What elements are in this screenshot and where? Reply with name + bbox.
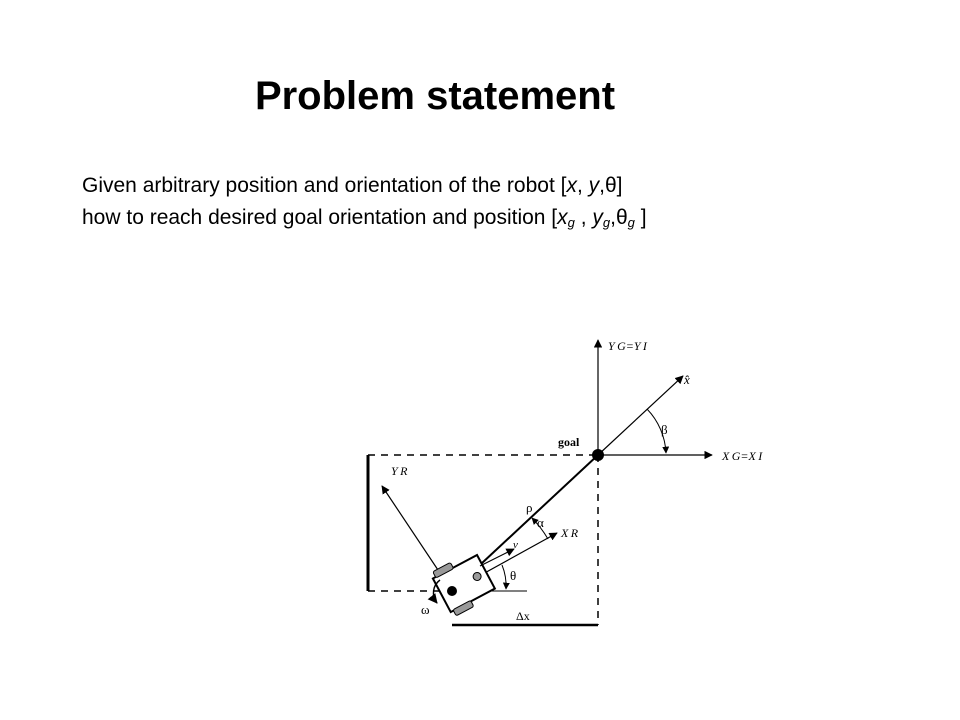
xr-label: X R [561, 526, 579, 540]
yr-label: Y R [391, 464, 408, 478]
velocity-arrow [480, 549, 514, 566]
delta-x-label: Δx [516, 609, 530, 623]
robot [430, 550, 498, 618]
x-hat-axis [598, 376, 683, 455]
alpha-label: α [537, 515, 544, 530]
statement-line-2: how to reach desired goal orientation and position [$x_g$ , $y_g,\theta_g$ ] [82, 206, 647, 230]
theta-label: θ [510, 568, 517, 583]
rho-label: ρ [526, 500, 533, 515]
theta-arc [502, 565, 506, 589]
beta-label: β [661, 422, 668, 437]
omega-label: ω [421, 602, 430, 617]
slide-title: Problem statement [254, 74, 616, 118]
statement-line-1: Given arbitrary position and orientation of the robot [x, y,θ] [82, 174, 623, 197]
robot-center [447, 586, 457, 596]
dashed-frame [368, 455, 598, 625]
y-global-label: Y G=Y I [608, 339, 647, 353]
goal-point [592, 449, 604, 461]
x-global-label: X G=X I [722, 449, 763, 463]
goal-label: goal [558, 435, 580, 449]
v-label: v [513, 539, 518, 551]
x-hat-label: x̂ [684, 372, 690, 387]
